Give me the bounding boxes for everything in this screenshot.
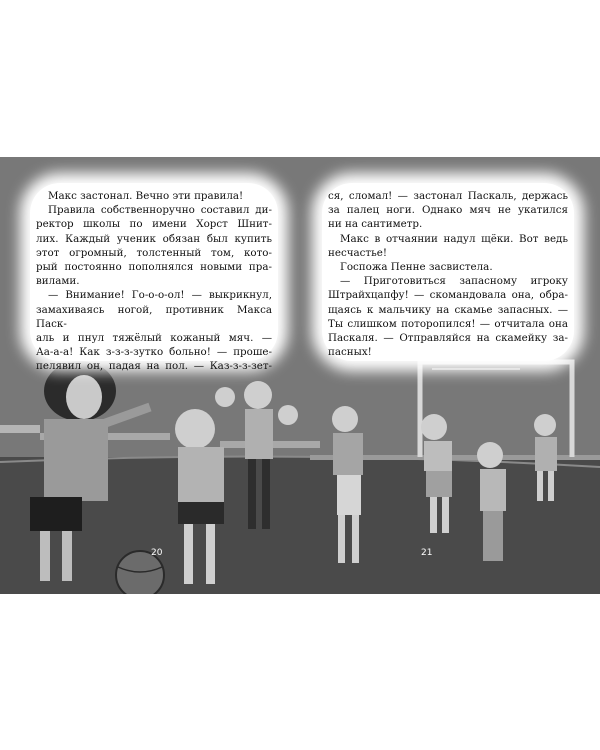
text-line: Паскаля. — Отправляйся на скамейку за- [328,332,568,345]
text-line: Макс в отчаянии надул щёки. Вот ведь [340,232,568,245]
text-line: аль и пнул тяжёлый кожаный мяч. — [36,332,272,345]
text-line: щаясь к мальчику на скамье запасных. — [328,303,568,316]
text-line: Штрайхцапфу! — скомандовала она, обра- [328,289,568,302]
text-line: Макс застонал. Вечно эти правила! [48,190,244,202]
text-line: ректор школы по имени Хорст Шнит- [36,218,272,231]
text-line: за палец ноги. Однако мяч не укатился [328,204,568,217]
text-line: Госпожа Пенне засвистела. [340,261,493,274]
text-line: пасных! [328,346,372,359]
text-line: вилами. [36,275,80,288]
page-number-left: 20 [151,548,163,558]
text-line: лих. Каждый ученик обязан был купить [36,232,272,245]
text-line: — Внимание! Го-о-о-ол! — выкрикнул, [48,289,272,302]
text-line: Правила собственноручно составил ди- [48,204,272,217]
text-line: замахиваясь ногой, противник Макса Паск- [36,303,272,330]
left-page-text [36,189,272,374]
text-line: пелявил он, падая на пол. — Каз-з-з-зет- [36,360,272,373]
text-line: ся, сломал! — застонал Паскаль, держась [328,190,568,202]
text-line: рый постоянно пополнялся новыми пра- [36,261,272,274]
page-number-right: 21 [421,548,433,558]
text-line: ни на сантиметр. [328,218,423,231]
right-page-text [328,189,568,359]
text-line: Ты слишком поторопился! — отчитала она [328,317,568,330]
text-line: этот огромный, толстенный том, кото- [36,246,272,259]
text-line: несчастье! [328,246,387,259]
text-line: — Приготовиться запасному игроку [340,275,568,288]
book-spread [0,157,600,594]
text-line: Аа-а-а! Как з-з-з-зутко больно! — проше- [36,346,272,359]
